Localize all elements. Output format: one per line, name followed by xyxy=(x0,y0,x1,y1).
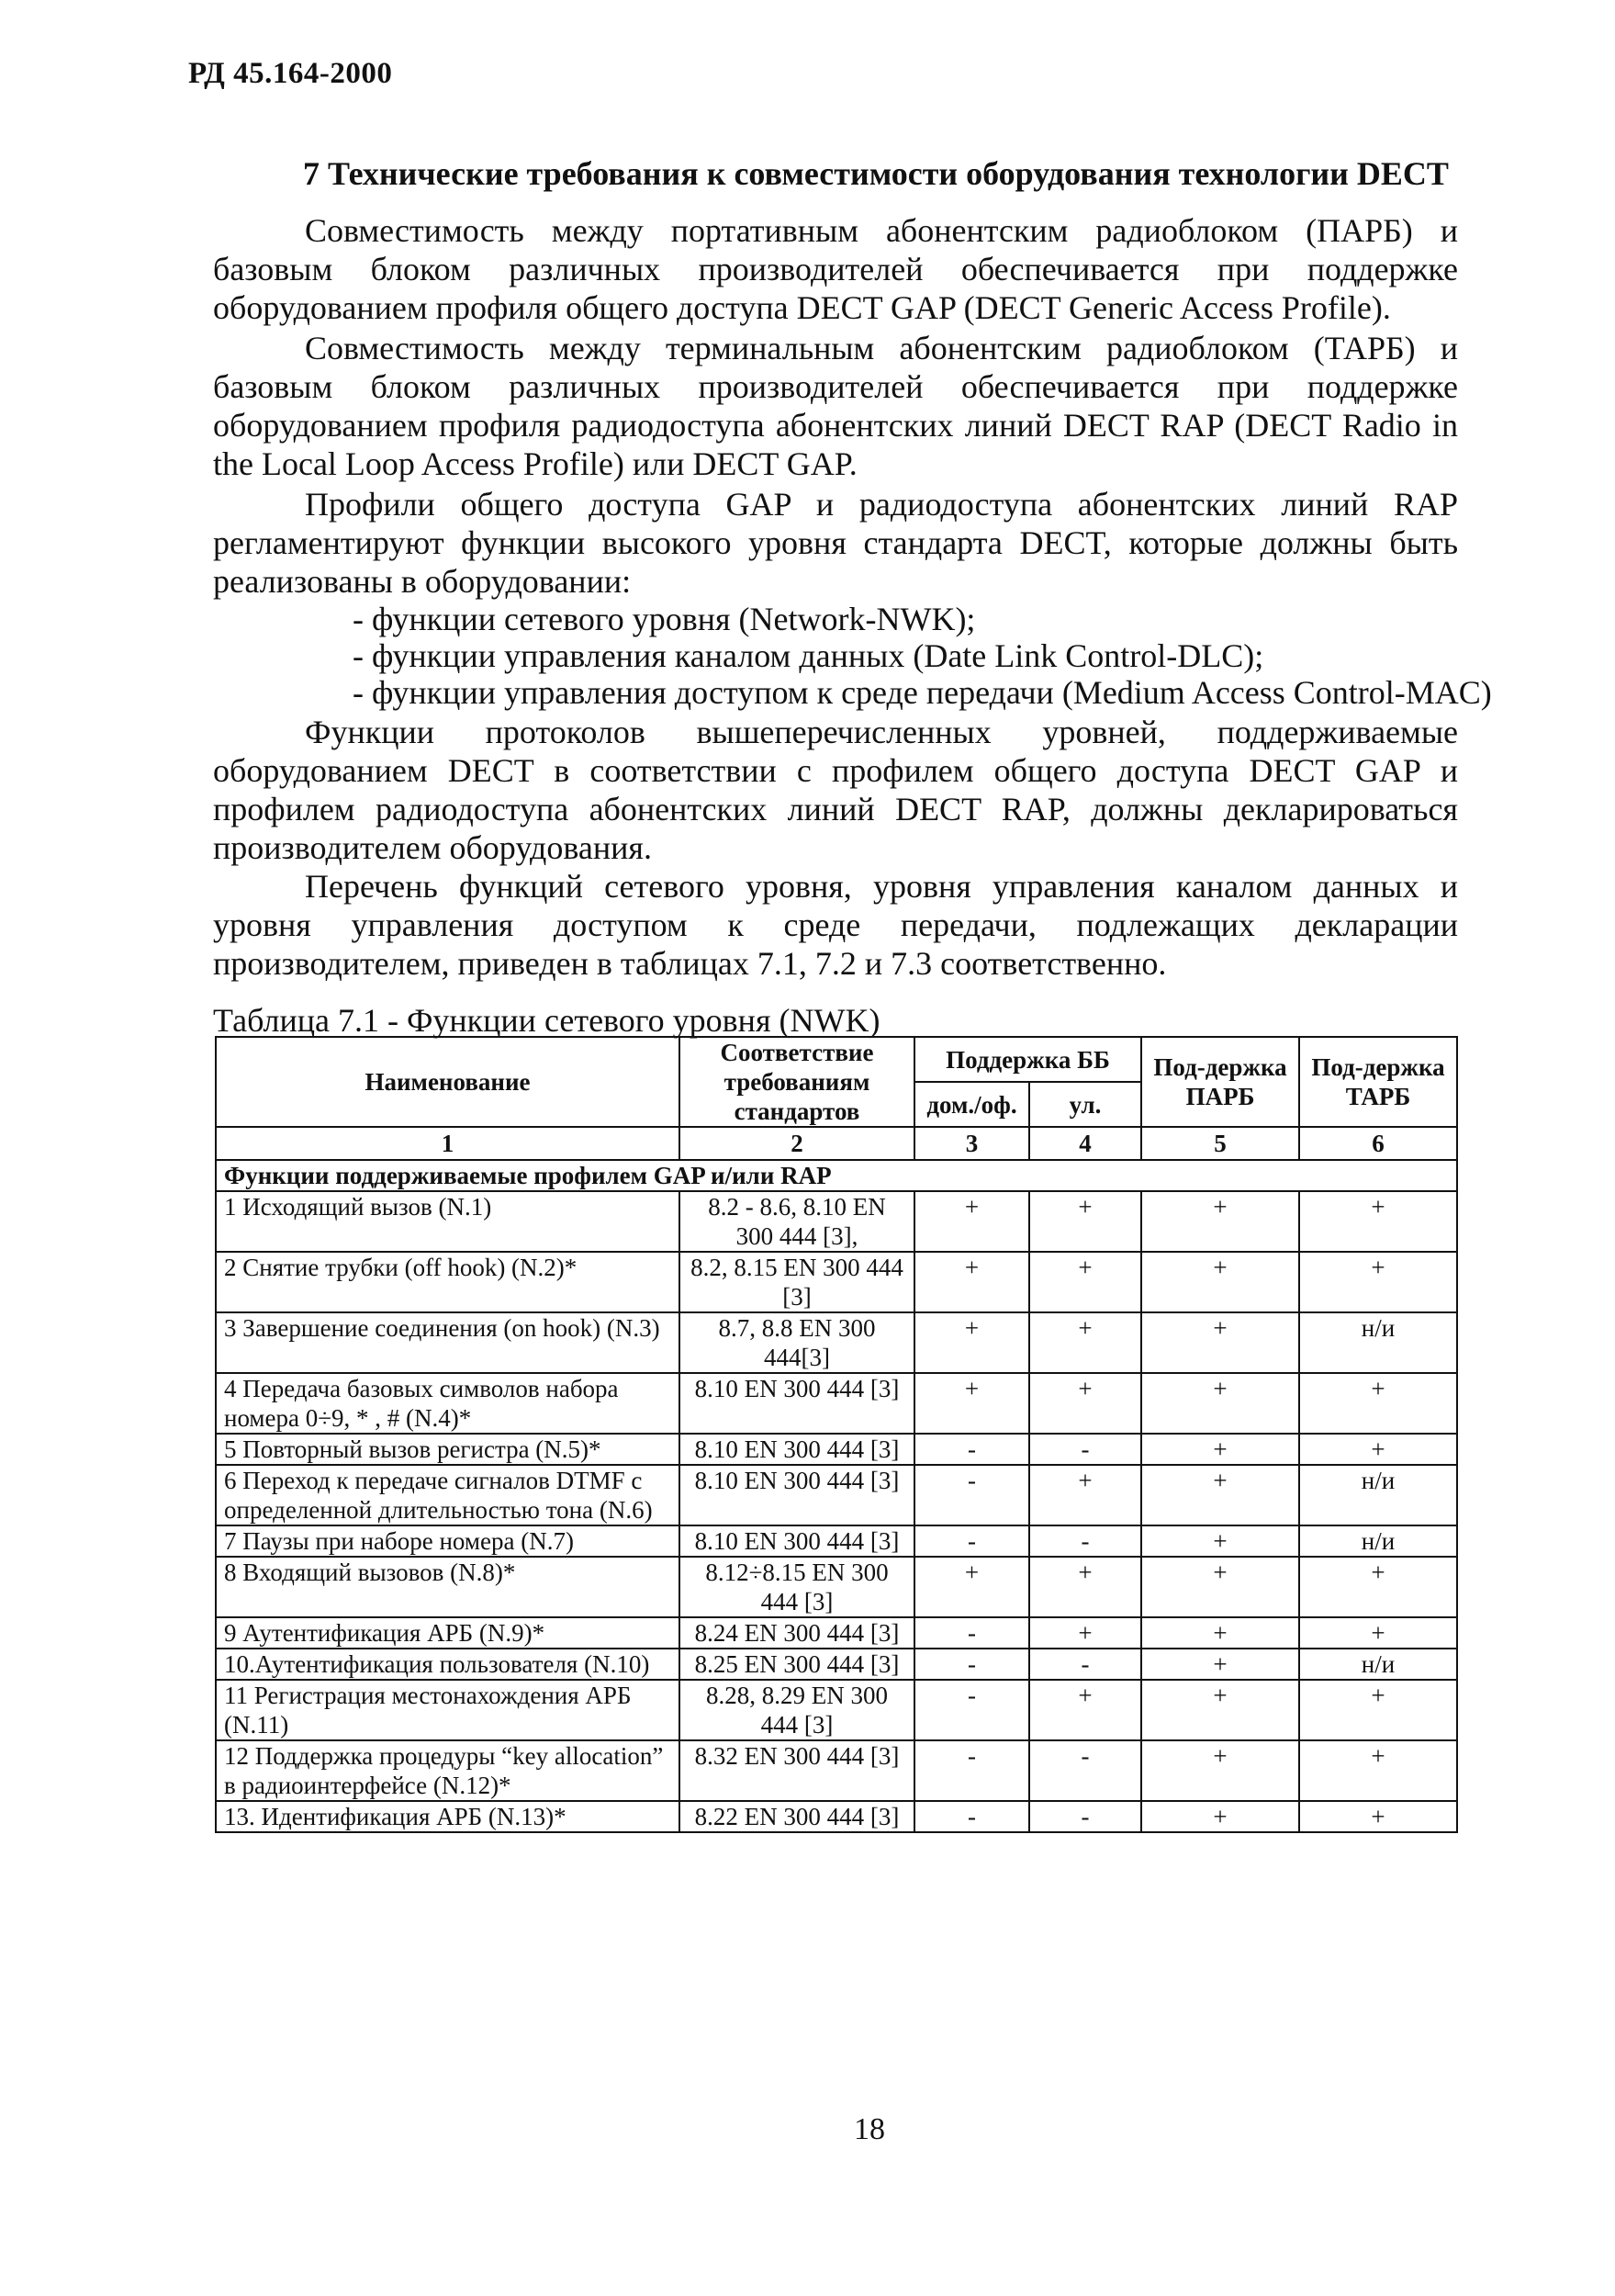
row-bb-home: - xyxy=(914,1465,1029,1525)
row-bb-home: - xyxy=(914,1617,1029,1649)
row-name: 3 Завершение соединения (on hook) (N.3) xyxy=(216,1312,679,1373)
row-standard: 8.7, 8.8 EN 300 444[3] xyxy=(679,1312,914,1373)
table-row xyxy=(216,1373,1457,1434)
table-row xyxy=(216,1191,1457,1252)
table-body xyxy=(216,1160,1457,1832)
row-bb-street: + xyxy=(1029,1191,1141,1252)
row-name: 7 Паузы при наборе номера (N.7) xyxy=(216,1525,679,1557)
table-row xyxy=(216,1312,1457,1373)
header-name: Наименование xyxy=(216,1037,679,1127)
row-tarb: + xyxy=(1299,1617,1457,1649)
row-standard: 8.10 EN 300 444 [3] xyxy=(679,1525,914,1557)
row-parb: + xyxy=(1141,1525,1299,1557)
paragraph-1 xyxy=(213,211,1458,327)
row-name: 10.Аутентификация пользователя (N.10) xyxy=(216,1649,679,1680)
row-parb: + xyxy=(1141,1740,1299,1801)
row-bb-street: - xyxy=(1029,1525,1141,1557)
row-bb-street: + xyxy=(1029,1465,1141,1525)
row-tarb: н/и xyxy=(1299,1312,1457,1373)
section-title: 7 Технические требования к совместимости оборудования технологии DECT xyxy=(303,155,1449,192)
paragraph-2 xyxy=(213,329,1458,483)
table-row xyxy=(216,1617,1457,1649)
table-row xyxy=(216,1649,1457,1680)
row-tarb: + xyxy=(1299,1680,1457,1740)
row-parb: + xyxy=(1141,1557,1299,1617)
row-standard: 8.24 EN 300 444 [3] xyxy=(679,1617,914,1649)
page-number: 18 xyxy=(854,2112,885,2146)
row-standard: 8.22 EN 300 444 [3] xyxy=(679,1801,914,1832)
row-bb-home: + xyxy=(914,1312,1029,1373)
row-standard: 8.10 EN 300 444 [3] xyxy=(679,1465,914,1525)
row-standard: 8.28, 8.29 EN 300 444 [3] xyxy=(679,1680,914,1740)
row-tarb: н/и xyxy=(1299,1465,1457,1525)
row-name: 8 Входящий вызовов (N.8)* xyxy=(216,1557,679,1617)
column-number: 1 xyxy=(216,1127,679,1160)
row-standard: 8.32 EN 300 444 [3] xyxy=(679,1740,914,1801)
row-name: 6 Переход к передаче сигналов DTMF с определенной длительностью тона (N.6) xyxy=(216,1465,679,1525)
header-compliance: Соответствие требованиям стандартов xyxy=(679,1037,914,1127)
column-number: 2 xyxy=(679,1127,914,1160)
row-parb: + xyxy=(1141,1465,1299,1525)
row-standard: 8.12÷8.15 EN 300 444 [3] xyxy=(679,1557,914,1617)
row-tarb: + xyxy=(1299,1801,1457,1832)
row-bb-home: + xyxy=(914,1252,1029,1312)
column-number: 3 xyxy=(914,1127,1029,1160)
row-bb-home: - xyxy=(914,1525,1029,1557)
row-parb: + xyxy=(1141,1252,1299,1312)
column-number: 4 xyxy=(1029,1127,1141,1160)
row-standard: 8.2, 8.15 EN 300 444 [3] xyxy=(679,1252,914,1312)
row-name: 5 Повторный вызов регистра (N.5)* xyxy=(216,1434,679,1465)
row-standard: 8.10 EN 300 444 [3] xyxy=(679,1373,914,1434)
table-row xyxy=(216,1465,1457,1525)
paragraph-text: Перечень функций сетевого уровня, уровня управления каналом данных и уровня управления доступом к среде передачи, подлежащих декларации производителем, приведен в таблицах 7.1, 7.2 и 7.3 соответственно. xyxy=(213,868,1458,982)
row-tarb: + xyxy=(1299,1434,1457,1465)
header-parb-support: Под-держка ПАРБ xyxy=(1141,1037,1299,1127)
row-bb-street: - xyxy=(1029,1649,1141,1680)
table-row xyxy=(216,1680,1457,1740)
list-item: - функции управления доступом к среде передачи (Medium Access Control-MAC) xyxy=(353,674,1492,711)
paragraph-text: Функции протоколов вышеперечисленных уровней, поддерживаемые оборудованием DECT в соответствии с профилем общего доступа DECT GAP и профилем радиодоступа абонентских линий DECT RAP, должны декларироваться производителем оборудования. xyxy=(213,714,1458,866)
paragraph-text: Профили общего доступа GAP и радиодоступа абонентских линий RAP регламентируют функции высокого уровня стандарта DECT, которые должны быть реализованы в оборудовании: xyxy=(213,486,1458,600)
row-parb: + xyxy=(1141,1191,1299,1252)
list-item: - функции сетевого уровня (Network-NWK); xyxy=(353,601,976,637)
row-bb-street: + xyxy=(1029,1617,1141,1649)
row-standard: 8.25 EN 300 444 [3] xyxy=(679,1649,914,1680)
row-bb-street: - xyxy=(1029,1740,1141,1801)
row-tarb: + xyxy=(1299,1373,1457,1434)
function-list xyxy=(353,601,1492,711)
column-number: 5 xyxy=(1141,1127,1299,1160)
column-number: 6 xyxy=(1299,1127,1457,1160)
row-bb-street: + xyxy=(1029,1252,1141,1312)
row-name: 2 Снятие трубки (off hook) (N.2)* xyxy=(216,1252,679,1312)
row-tarb: + xyxy=(1299,1191,1457,1252)
table-row xyxy=(216,1557,1457,1617)
row-tarb: + xyxy=(1299,1252,1457,1312)
row-bb-street: + xyxy=(1029,1557,1141,1617)
row-bb-home: - xyxy=(914,1434,1029,1465)
column-numbers-row xyxy=(216,1127,1457,1160)
row-name: 1 Исходящий вызов (N.1) xyxy=(216,1191,679,1252)
nwk-functions-table xyxy=(215,1036,1458,1833)
row-parb: + xyxy=(1141,1617,1299,1649)
header-bb-street: ул. xyxy=(1029,1082,1141,1127)
row-bb-street: + xyxy=(1029,1680,1141,1740)
row-standard: 8.2 - 8.6, 8.10 EN 300 444 [3], xyxy=(679,1191,914,1252)
row-name: 12 Поддержка процедуры “key allocation” в радиоинтерфейсе (N.12)* xyxy=(216,1740,679,1801)
row-tarb: + xyxy=(1299,1557,1457,1617)
row-parb: + xyxy=(1141,1312,1299,1373)
row-bb-home: + xyxy=(914,1373,1029,1434)
row-tarb: н/и xyxy=(1299,1649,1457,1680)
paragraph-5 xyxy=(213,867,1458,983)
paragraph-4 xyxy=(213,713,1458,867)
row-name: 11 Регистрация местонахождения АРБ (N.11) xyxy=(216,1680,679,1740)
group-title: Функции поддерживаемые профилем GAP и/или RAP xyxy=(216,1160,1457,1191)
row-bb-street: + xyxy=(1029,1312,1141,1373)
row-parb: + xyxy=(1141,1373,1299,1434)
table-row xyxy=(216,1252,1457,1312)
table-row xyxy=(216,1740,1457,1801)
table-row xyxy=(216,1525,1457,1557)
row-bb-home: + xyxy=(914,1191,1029,1252)
row-name: 9 Аутентификация АРБ (N.9)* xyxy=(216,1617,679,1649)
row-bb-street: + xyxy=(1029,1373,1141,1434)
row-bb-home: - xyxy=(914,1801,1029,1832)
row-parb: + xyxy=(1141,1434,1299,1465)
header-bb-home: дом./оф. xyxy=(914,1082,1029,1127)
header-bb-support: Поддержка ББ xyxy=(914,1037,1141,1082)
paragraph-text: Совместимость между портативным абонентским радиоблоком (ПАРБ) и базовым блоком различных производителей обеспечивается при поддержке оборудованием профиля общего доступа DECT GAP (DECT Generic Access Profile). xyxy=(213,212,1458,326)
group-row xyxy=(216,1160,1457,1191)
row-parb: + xyxy=(1141,1649,1299,1680)
row-parb: + xyxy=(1141,1680,1299,1740)
row-bb-home: - xyxy=(914,1649,1029,1680)
document-code: РД 45.164-2000 xyxy=(188,57,393,90)
table-row xyxy=(216,1801,1457,1832)
row-tarb: н/и xyxy=(1299,1525,1457,1557)
table-row xyxy=(216,1434,1457,1465)
paragraph-3 xyxy=(213,485,1458,601)
row-name: 13. Идентификация АРБ (N.13)* xyxy=(216,1801,679,1832)
row-bb-home: - xyxy=(914,1740,1029,1801)
row-name: 4 Передача базовых символов набора номера 0÷9, * , # (N.4)* xyxy=(216,1373,679,1434)
row-bb-street: - xyxy=(1029,1801,1141,1832)
table-caption: Таблица 7.1 - Функции сетевого уровня (NWK) xyxy=(213,1002,880,1039)
row-standard: 8.10 EN 300 444 [3] xyxy=(679,1434,914,1465)
row-bb-street: - xyxy=(1029,1434,1141,1465)
header-tarb-support: Под-держка ТАРБ xyxy=(1299,1037,1457,1127)
row-parb: + xyxy=(1141,1801,1299,1832)
row-tarb: + xyxy=(1299,1740,1457,1801)
row-bb-home: - xyxy=(914,1680,1029,1740)
paragraph-text: Совместимость между терминальным абонентским радиоблоком (ТАРБ) и базовым блоком различных производителей обеспечивается при поддержке оборудованием профиля радиодоступа абонентских линий DECT RAP (DECT Radio in the Local Loop Access Profile) или DECT GAP. xyxy=(213,330,1458,482)
row-bb-home: + xyxy=(914,1557,1029,1617)
list-item: - функции управления каналом данных (Date Link Control-DLC); xyxy=(353,637,1264,674)
